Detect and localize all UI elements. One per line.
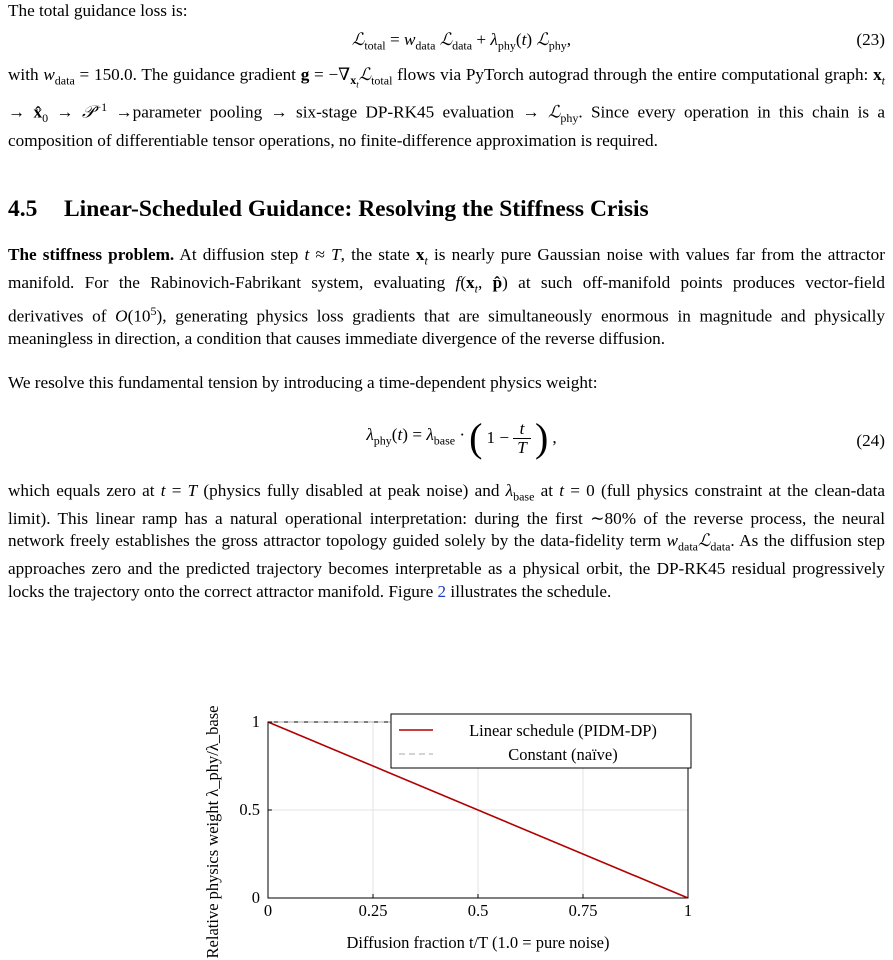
figure-reference-link[interactable]: 2 [437,581,447,601]
y-tick-label: 0.5 [239,800,260,819]
equation-24-number: (24) [856,431,885,450]
x-tick-label: 1 [683,901,693,920]
x-tick-label: 0 [263,901,273,920]
x-tick-label: 0.5 [467,901,489,920]
equation-23-formula: ℒ$_{total}$ = $w_{data}$ ℒ$_{data}$ + $\lambda_{phy}(t)$ ℒ$_{phy}$, [351,30,572,53]
schedule-chart [0,640,893,960]
x-axis-label: Diffusion fraction t/T (1.0 = pure noise) [346,933,610,952]
x-tick-label: 0.25 [358,901,388,920]
chart-legend [391,714,691,768]
stiffness-paragraph: The stiffness problem. At diffusion step t ≈ T, the state $x_t$ is nearly pure Gaussian noise with values far from the attractor manifold. For the Rabinovich-Fabrikant system, evaluating $f(x_t$, p̂) at such off-manifold points produces vector-field derivatives of $O(10^5)$, generating physics loss gradients that are simultaneously enormous in magnitude and physically meaningless in direction, a condition that causes immediate divergence of the reverse diffusion. [8,245,886,349]
resolve-text: We resolve this fundamental tension by introducing a time-dependent physics weight: [8,373,598,392]
equation-24 [0,412,893,472]
equation-23 [0,29,893,53]
schedule-paragraph-tail: illustrates the schedule. [446,581,612,601]
legend-label: Linear schedule (PIDM-DP) [469,721,657,740]
gradient-paragraph: with $w_{data} = 150.0$. The guidance gradient $g = -\nabla_{x_t}ℒ_{total}$ flows via PyTorch autograd through the entire computational graph: $x_t$ → $x̂_0$ → 𝒫$^{-1}$ →parameter pooling → six-stage DP-RK45 evaluation → ℒ$_{phy}$. Since every operation in this chain is a composition of differentiable tensor operations, no finite-difference approximation is required. [8,65,886,150]
y-axis-label: Relative physics weight λ_phy/λ_base [203,705,222,959]
legend-label: Constant (naïve) [508,745,618,764]
resolve-paragraph [8,372,885,395]
equation-24-formula: $\lambda_{phy}(t) = \lambda_{base}$ · ( 1 − $\frac{t}{T}$ ) , [366,415,557,460]
y-tick-label: 1 [251,712,260,731]
section-number: 4.5 [8,196,38,222]
intro-line [8,0,885,23]
schedule-paragraph: which equals zero at t = T (physics fully disabled at peak noise) and $\lambda_{base}$ at t = 0 (full physics constraint at the clean-data limit). This linear ramp has a natural operational interpretation: during the first ∼80% of the reverse process, the neural network freely establishes the gross attractor topology guided solely by the data-fidelity term $w_{data}ℒ_{data}$. As the diffusion step approaches zero and the predicted trajectory becomes interpretable as a physical orbit, the DP-RK45 residual progressively locks the trajectory onto the correct attractor manifold. Figure 2 illustrates the schedule. [8,481,885,601]
intro-text: The total guidance loss is: [8,1,188,20]
section-heading [8,196,649,223]
x-tick-label: 0.75 [568,901,598,920]
equation-23-number: (23) [856,30,885,49]
section-title: Linear-Scheduled Guidance: Resolving the Stiffness Crisis [64,196,649,222]
stiffness-lead: The stiffness problem. [8,245,175,264]
y-tick-label: 0 [251,888,260,907]
